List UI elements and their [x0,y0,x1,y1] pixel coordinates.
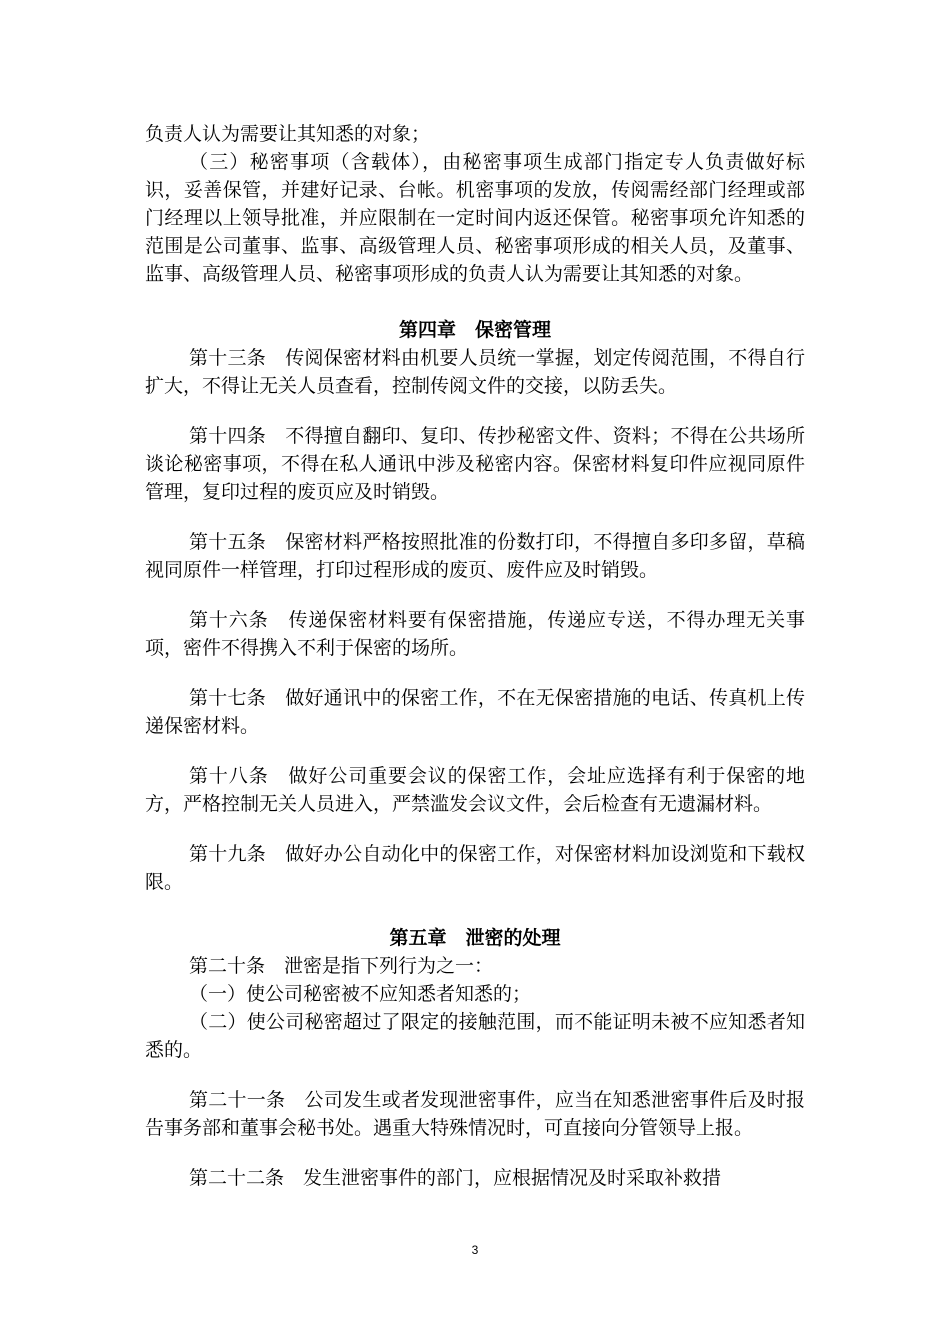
article-18: 第十八条 做好公司重要会议的保密工作，会址应选择有利于保密的地方，严格控制无关人员进入，严禁滥发会议文件，会后检查有无遗漏材料。 [145,765,805,815]
article-15: 第十五条 保密材料严格按照批准的份数打印，不得擅自多印多留，草稿视同原件一样管理，打印过程形成的废页、废件应及时销毁。 [145,531,805,581]
chapter-5-heading: 第五章 泄密的处理 [389,927,561,949]
article-20: 第二十条 泄密是指下列行为之一： [189,955,494,977]
article-22: 第二十二条 发生泄密事件的部门，应根据情况及时采取补救措 [189,1167,722,1189]
document-body [145,120,805,1192]
article-13: 第十三条 传阅保密材料由机要人员统一掌握，划定传阅范围，不得自行扩大，不得让无关人员查看，控制传阅文件的交接，以防丢失。 [145,347,805,397]
paragraph-continued: 负责人认为需要让其知悉的对象； [145,123,431,145]
paragraph-item-3: （三）秘密事项（含载体），由秘密事项生成部门指定专人负责做好标识，妥善保管，并建好记录、台帐。机密事项的发放，传阅需经部门经理或部门经理以上领导批准，并应限制在一定时间内返还保管。秘密事项允许知悉的范围是公司董事、监事、高级管理人员、秘密事项形成的相关人员，及董事、监事、高级管理人员、秘密事项形成的负责人认为需要让其知悉的对象。 [145,151,805,285]
article-17: 第十七条 做好通讯中的保密工作，不在无保密措施的电话、传真机上传递保密材料。 [145,687,805,737]
article-20-item-1: （一）使公司秘密被不应知悉者知悉的； [189,983,532,1005]
article-19: 第十九条 做好办公自动化中的保密工作，对保密材料加设浏览和下载权限。 [145,843,805,893]
article-14: 第十四条 不得擅自翻印、复印、传抄秘密文件、资料；不得在公共场所谈论秘密事项，不得在私人通讯中涉及秘密内容。保密材料复印件应视同原件管理，复印过程的废页应及时销毁。 [145,425,805,503]
chapter-4-heading: 第四章 保密管理 [398,319,551,341]
page-number: 3 [471,1243,479,1257]
article-21: 第二十一条 公司发生或者发现泄密事件，应当在知悉泄密事件后及时报告事务部和董事会秘书处。遇重大特殊情况时，可直接向分管领导上报。 [145,1089,805,1139]
article-20-item-2: （二）使公司秘密超过了限定的接触范围，而不能证明未被不应知悉者知悉的。 [145,1011,805,1061]
article-16: 第十六条 传递保密材料要有保密措施，传递应专送，不得办理无关事项，密件不得携入不利于保密的场所。 [145,609,805,659]
